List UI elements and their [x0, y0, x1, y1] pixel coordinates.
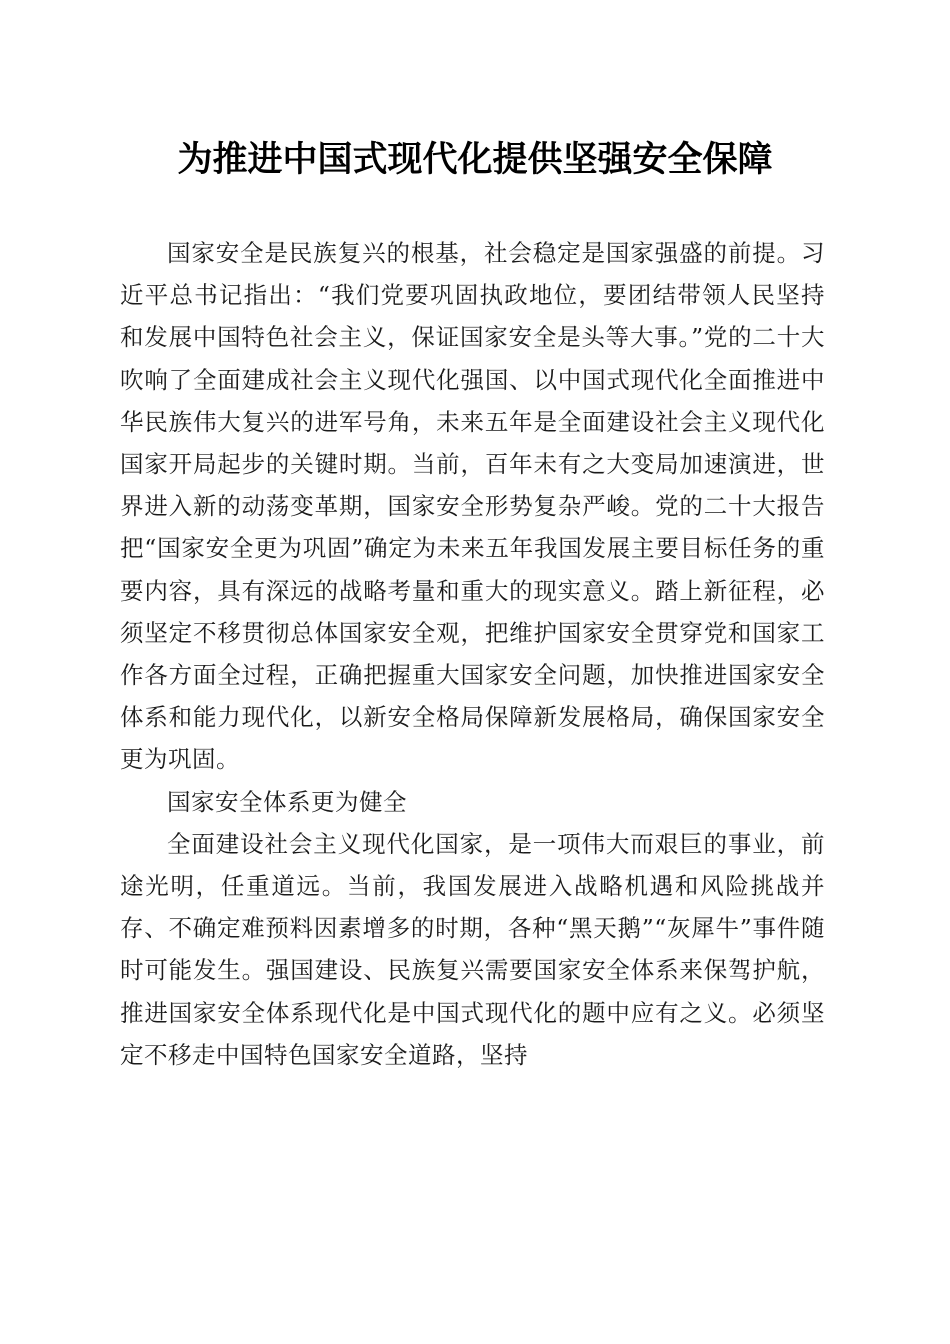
- intro-paragraph: 国家安全是民族复兴的根基，社会稳定是国家强盛的前提。习近平总书记指出：“我们党要巩固执政地位，要团结带领人民坚持和发展中国特色社会主义，保证国家安全是头等大事。”党的二十大吹响了全面建成社会主义现代化强国、以中国式现代化全面推进中华民族伟大复兴的进军号角，未来五年是全面建设社会主义现代化国家开局起步的关键时期。当前，百年未有之大变局加速演进，世界进入新的动荡变革期，国家安全形势复杂严峻。党的二十大报告把“国家安全更为巩固”确定为未来五年我国发展主要目标任务的重要内容，具有深远的战略考量和重大的现实意义。踏上新征程，必须坚定不移贯彻总体国家安全观，把维护国家安全贯穿党和国家工作各方面全过程，正确把握重大国家安全问题，加快推进国家安全体系和能力现代化，以新安全格局保障新发展格局，确保国家安全更为巩固。: [120, 239, 825, 774]
- section-paragraph: 全面建设社会主义现代化国家，是一项伟大而艰巨的事业，前途光明，任重道远。当前，我国发展进入战略机遇和风险挑战并存、不确定难预料因素增多的时期，各种“黑天鹅”“灰犀牛”事件随时可能发生。强国建设、民族复兴需要国家安全体系来保驾护航，推进国家安全体系现代化是中国式现代化的题中应有之义。必须坚定不移走中国特色国家安全道路，坚持: [120, 829, 825, 1069]
- section-heading: 国家安全体系更为健全: [167, 787, 407, 816]
- document-body: [120, 232, 825, 1076]
- document-title: 为推进中国式现代化提供坚强安全保障: [177, 139, 773, 180]
